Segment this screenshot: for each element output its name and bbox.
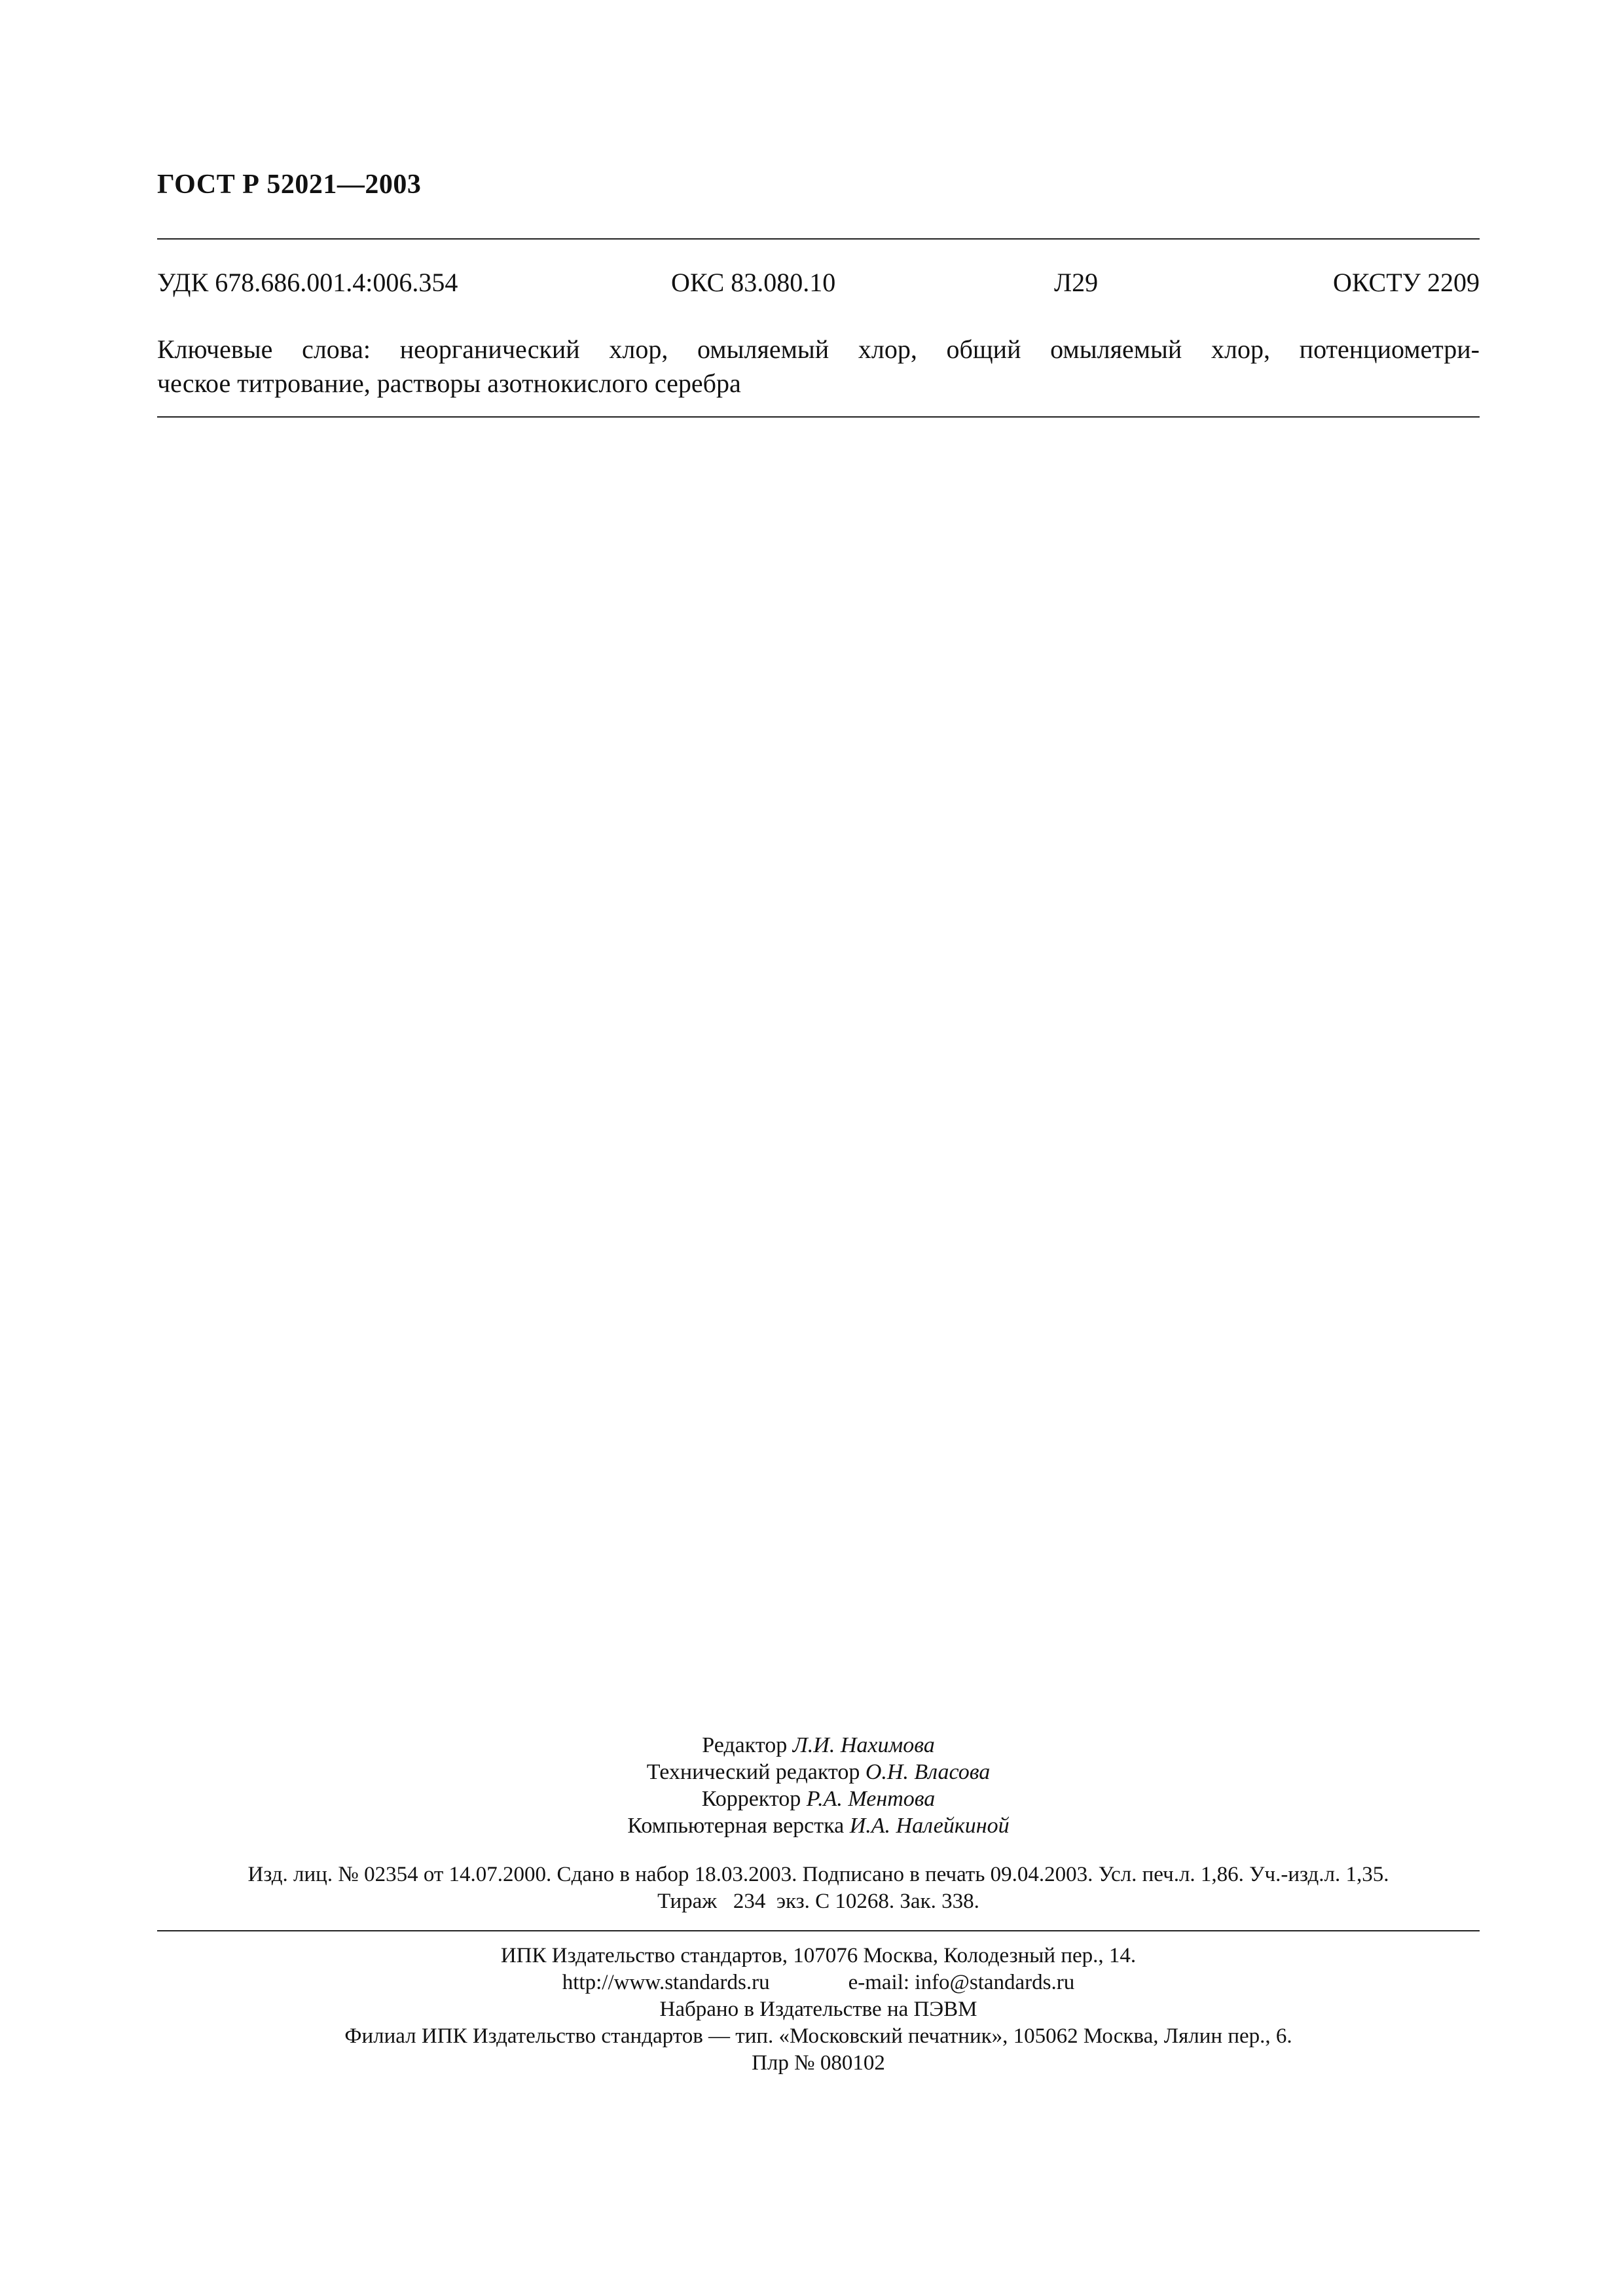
publisher-address: ИПК Издательство стандартов, 107076 Москва, Колодезный пер., 14. xyxy=(500,1944,1137,1967)
publisher-block xyxy=(157,1943,1480,2077)
publisher-license: Плр № 080102 xyxy=(752,2051,885,2075)
print-info-line-2: Тираж 234 экз. С 10268. Зак. 338. xyxy=(657,1890,979,1913)
credits-block xyxy=(157,1732,1480,1839)
credit-role: Редактор xyxy=(702,1733,788,1757)
credit-role: Технический редактор xyxy=(646,1760,860,1784)
print-info-block xyxy=(157,1861,1480,1915)
credit-name: И.А. Налейкиной xyxy=(849,1814,1010,1838)
keywords-line-1: Ключевые слова: неорганический хлор, омыляемый хлор, общий омыляемый хлор, потенциометри- xyxy=(157,334,1480,364)
top-divider xyxy=(157,238,1480,240)
credit-tech-editor xyxy=(157,1759,1480,1785)
publisher-email: e-mail: info@standards.ru xyxy=(848,1971,1075,1994)
l-code: Л29 xyxy=(1054,268,1099,297)
credit-editor xyxy=(157,1732,1480,1759)
publisher-contacts xyxy=(157,1969,1480,1996)
publisher-branch: Филиал ИПК Издательство стандартов — тип. «Московский печатник», 105062 Москва, Лялин пер., 6. xyxy=(344,2024,1292,2048)
okstu-code: ОКСТУ 2209 xyxy=(1332,268,1480,297)
oks-code: ОКС 83.080.10 xyxy=(671,268,836,297)
credit-name: О.Н. Власова xyxy=(865,1760,991,1784)
credit-name: Р.А. Ментова xyxy=(806,1787,936,1811)
publisher-website: http://www.standards.ru xyxy=(562,1971,770,1994)
print-info-line-1: Изд. лиц. № 02354 от 14.07.2000. Сдано в набор 18.03.2003. Подписано в печать 09.04.2003. Усл. печ.л. 1,86. Уч.-изд.л. 1,35. xyxy=(247,1863,1389,1886)
credit-name: Л.И. Нахимова xyxy=(792,1733,935,1757)
keywords-divider xyxy=(157,416,1480,418)
publisher-divider xyxy=(157,1930,1480,1931)
credit-layout xyxy=(157,1812,1480,1839)
document-id: ГОСТ Р 52021—2003 xyxy=(157,170,422,200)
credit-role: Корректор xyxy=(701,1787,801,1811)
credit-corrector xyxy=(157,1785,1480,1812)
udk-code: УДК 678.686.001.4:006.354 xyxy=(157,268,458,297)
credit-role: Компьютерная верстка xyxy=(627,1814,845,1838)
keywords-paragraph xyxy=(157,332,1480,401)
keywords-line-2: ческое титрование, растворы азотнокислого серебра xyxy=(157,368,741,398)
publisher-typeset-note: Набрано в Издательстве на ПЭВМ xyxy=(659,1998,977,2021)
